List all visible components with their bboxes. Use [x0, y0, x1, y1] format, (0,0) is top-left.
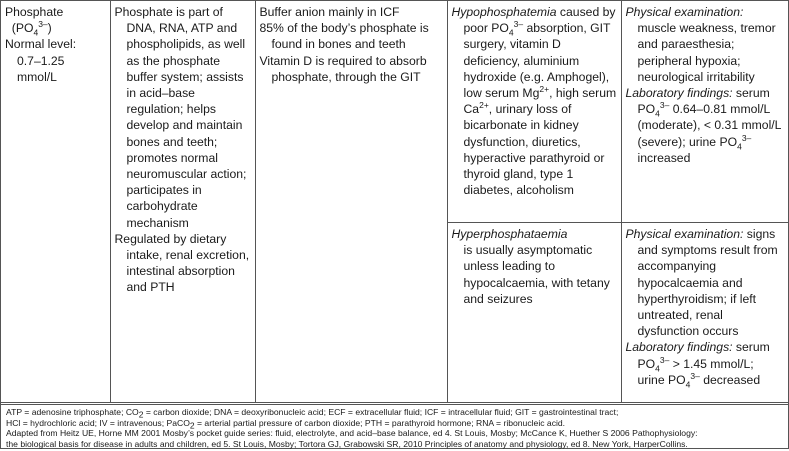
hypo-lab: Laboratory findings: serum $PO_4^{3-}$ 0.64–0.81 mmol/L (moderate), < 0.31 mmol/L (severe); urine $PO_4^{3-}$ increased [625, 86, 781, 165]
location-line-1: Buffer anion mainly in ICF [259, 5, 400, 19]
hyper-exam: Physical examination: signs and symptoms result from accompanying hypocalcaemia and hyperthyroidism; if left untreated, renal dysfunction occurs [625, 227, 778, 339]
hypophosphatemia-cell [447, 1, 621, 223]
regulation-text: Regulated by dietary intake, renal excretion, intestinal absorption and PTH [114, 231, 250, 295]
hyperphosphataemia-cell [447, 223, 621, 403]
abbreviations-line-2: HCl = hydrochloric acid; IV = intravenous; PaCO$_2$ = arterial partial pressure of carbon dioxide; PTH = parathyroid hormone; RNA = ribonucleic acid. [6, 417, 566, 431]
source-line-1: Adapted from Heitz UE, Horne MM 2001 Mosby’s pocket guide series: fluid, electrolyte, and acid–base balance, ed 4. St Louis, Mosby; McCance K, Huether S 2006 Pathophysiology: [6, 428, 698, 439]
location-line-3: Vitamin D is required to absorb phosphate, through the GIT [259, 53, 427, 84]
location-cell [255, 1, 447, 403]
abbreviations-line-1: ATP = adenosine triphosphate; $CO_2$ = carbon dioxide; DNA = deoxyribonucleic acid; ECF = extracellular fluid; ICF = intracellular fluid; GIT = gastrointestinal tract; [6, 407, 619, 420]
function-cell [110, 1, 255, 403]
hyper-lab: Laboratory findings: serum $PO_4^{3-} > 1.45$ mmol/L; urine $PO_4^{3-}$ decreased [625, 340, 770, 390]
table-footnote [1, 404, 788, 451]
normal-level-value: 0.7–1.25 mmol/L [17, 53, 65, 84]
hyperphosphataemia-text: Hyperphosphataemia is usually asymptomatic unless leading to hypocalcaemia, with tetany and seizures [451, 227, 610, 306]
location-line-2: 85% of the body’s phosphate is found in bones and teeth [259, 21, 429, 52]
normal-level-label: Normal level: [5, 37, 77, 52]
electrolyte-table [1, 1, 788, 403]
hypophosphatemia-text: Hypophosphatemia caused by poor $PO_4^{3-}$ absorption, GIT surgery, vitamin D deficiency, aluminium hydroxide (e.g. Amphogel), low serum $Mg^{2+}$, high serum $Ca^{2+}$, urinary loss of bicarbonate in kidney dysfunction, diuretics, hyperactive parathyroid or thyroid gland, type 1 diabetes, alcoholism [451, 5, 617, 198]
hypophosphatemia-title: Hypophosphatemia [451, 5, 557, 19]
hypophosphatemia-signs-cell [621, 1, 788, 223]
function-text: Phosphate is part of DNA, RNA, ATP and phospholipids, as well as the phosphate buffer system; assists in acid–base regulation; helps develop and maintain bones and teeth; promotes normal neuromuscular action; participates in carbohydrate mechanism [114, 5, 247, 230]
electrolyte-name: Phosphate $(PO_4^{3-})$ [5, 5, 64, 38]
hyperphosphataemia-signs-cell [621, 223, 788, 403]
source-line-2: the biological basis for disease in adults and children, ed 5. St Louis, Mosby; Tortora GJ, Grabowski SR, 2010 Principles of anatomy and physiology, ed 8. New York, HarperCollins. [6, 438, 688, 449]
electrolyte-name-cell [1, 1, 110, 403]
hypo-exam: Physical examination: muscle weakness, tremor and paraesthesia; peripheral hypoxia; neurological irritability [625, 5, 776, 84]
table-row [1, 1, 788, 223]
hyperphosphataemia-title: Hyperphosphataemia [451, 227, 568, 241]
